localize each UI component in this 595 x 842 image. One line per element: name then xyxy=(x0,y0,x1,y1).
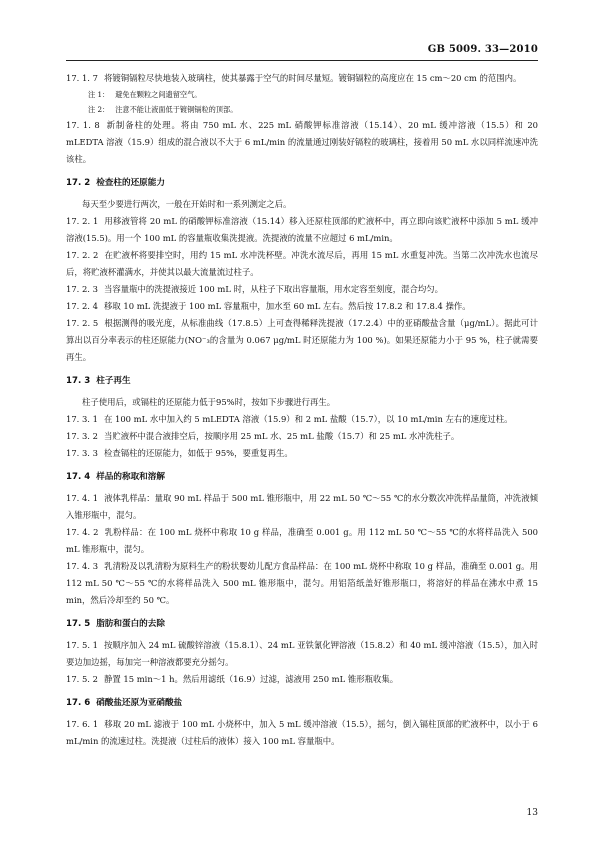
section-title: 脂肪和蛋白的去除 xyxy=(96,619,165,629)
clause-text: 按顺序加入 24 mL 硫酸锌溶液（15.8.1）、24 mL 亚铁氰化钾溶液（15.8.2）和 40 mL 缓冲溶液（15.5），加入时要边加边摇，每加完一种溶液都要充分摇匀。 xyxy=(66,640,538,667)
clause-text: 根据测得的吸光度，从标准曲线（17.8.5）上可查得稀释洗提液（17.2.4）中的亚硝酸盐含量（μg/mL）。据此可计算出以百分率表示的柱还原能力(NO⁻₃的含量为 0.067 μg/mL 时还原能力为 100 %)。如果还原能力小于 95 %，柱子就需要再生。 xyxy=(66,318,538,362)
clause-paragraph xyxy=(66,411,538,428)
clause-text: 每天至少要进行两次，一般在开始时和一系列测定之后。 xyxy=(82,199,292,209)
clause-paragraph xyxy=(66,394,538,411)
clause-number: 17. 6. 1 xyxy=(66,719,99,729)
clause-number: 17. 2. 3 xyxy=(66,284,98,294)
clause-number: 17. 2. 5 xyxy=(66,318,99,328)
clause-paragraph xyxy=(66,428,538,445)
clause-number: 17. 1. 8 xyxy=(66,120,100,130)
clause-number: 17. 2. 4 xyxy=(66,301,98,311)
clause-number: 17. 2. 1 xyxy=(66,216,99,226)
clause-text: 新制备柱的处理。将由 750 mL 水、225 mL 硝酸钾标准溶液（15.14）、20 mL 缓冲溶液（15.5）和 20 mLEDTA 溶液（15.9）组成的混合液以不大于 6 mL/min 的流量通过刚装好镉粒的玻璃柱，接着用 50 mL 水以同样流速冲洗该柱。 xyxy=(66,120,538,164)
clause-paragraph xyxy=(66,70,538,87)
clause-text: 当容量瓶中的洗提液接近 100 mL 时，从柱子下取出容量瓶，用水定容至刻度，混合均匀。 xyxy=(103,284,443,294)
clause-text: 静置 15 min～1 h。然后用滤纸（16.9）过滤，滤液用 250 mL 锥形瓶收集。 xyxy=(103,674,399,684)
clause-paragraph xyxy=(66,247,538,281)
section-title: 检查柱的还原能力 xyxy=(96,178,165,188)
note-label: 注 2： xyxy=(88,105,110,114)
page-number: 13 xyxy=(526,808,538,818)
clause-paragraph xyxy=(66,716,538,750)
clause-paragraph xyxy=(66,196,538,213)
note xyxy=(66,87,538,102)
clause-paragraph xyxy=(66,315,538,366)
clause-text: 检查镉柱的还原能力，如低于 95%，要重复再生。 xyxy=(103,448,293,458)
clause-number: 17. 1. 7 xyxy=(66,73,98,83)
section-heading xyxy=(66,616,538,633)
section-number: 17. 3 xyxy=(66,376,91,386)
clause-text: 在 100 mL 水中加入约 5 mLEDTA 溶液（15.9）和 2 mL 盐酸（15.7），以 10 mL/min 左右的速度过柱。 xyxy=(103,414,513,424)
clause-paragraph xyxy=(66,637,538,671)
clause-text: 柱子使用后，或镉柱的还原能力低于95%时，按如下步骤进行再生。 xyxy=(82,397,336,407)
document-body xyxy=(66,70,538,750)
note-text: 避免在颗粒之间遗留空气。 xyxy=(115,90,202,99)
clause-number: 17. 2. 2 xyxy=(66,250,99,260)
clause-number: 17. 5. 1 xyxy=(66,640,98,650)
clause-number: 17. 4. 2 xyxy=(66,527,99,537)
header-divider xyxy=(66,60,538,61)
note-text: 注意不能让液面低于镀铜镉粒的顶部。 xyxy=(115,105,238,114)
section-title: 硝酸盐还原为亚硝酸盐 xyxy=(96,698,183,708)
note-label: 注 1： xyxy=(88,90,110,99)
clause-text: 移取 10 mL 洗提液于 100 mL 容量瓶中，加水至 60 mL 左右。然后按 17.8.2 和 17.8.4 操作。 xyxy=(103,301,471,311)
clause-number: 17. 4. 1 xyxy=(66,493,99,503)
section-heading xyxy=(66,695,538,712)
clause-text: 在贮液杯将要排空时，用约 15 mL 水冲洗杯壁。冲洗水流尽后，再用 15 mL 水重复冲洗。当第二次冲洗水也流尽后，将贮液杯灌满水，并使其以最大流量流过柱子。 xyxy=(66,250,538,277)
note xyxy=(66,102,538,117)
clause-paragraph xyxy=(66,490,538,524)
clause-paragraph xyxy=(66,445,538,462)
clause-text: 当贮液杯中混合液排空后，按顺序用 25 mL 水、25 mL 盐酸（15.7）和 25 mL 水冲洗柱子。 xyxy=(103,431,460,441)
clause-text: 用移液管将 20 mL 的硝酸钾标准溶液（15.14）移入还原柱顶部的贮液杯中，再立即向该贮液杯中添加 5 mL 缓冲溶液(15.5)。用一个 100 mL 的容量瓶收集洗提液。洗提液的流量不应超过 6 mL/min。 xyxy=(66,216,539,243)
section-number: 17. 2 xyxy=(66,178,91,188)
clause-text: 乳粉样品：在 100 mL 烧杯中称取 10 g 样品，准确至 0.001 g。用 112 mL 50 ℃～55 ℃的水将样品洗入 500 mL 锥形瓶中，混匀。 xyxy=(66,527,538,554)
section-number: 17. 4 xyxy=(66,472,91,482)
section-heading xyxy=(66,469,538,486)
clause-paragraph xyxy=(66,298,538,315)
section-number: 17. 6 xyxy=(66,698,91,708)
standard-header: GB 5009. 33—2010 xyxy=(427,44,538,55)
clause-paragraph xyxy=(66,213,538,247)
clause-paragraph xyxy=(66,671,538,688)
clause-number: 17. 3. 1 xyxy=(66,414,98,424)
clause-text: 乳清粉及以乳清粉为原料生产的粉状婴幼儿配方食品样品：在 100 mL 烧杯中称取 10 g 样品，准确至 0.001 g。用 112 mL 50 ℃～55 ℃的水将样品洗入 500 mL 锥形瓶中，混匀。用铝箔纸盖好锥形瓶口，将溶好的样品在沸水中煮 15 min，然后冷却至约 50 ℃。 xyxy=(66,561,538,605)
section-heading xyxy=(66,175,538,192)
section-title: 样品的称取和溶解 xyxy=(96,472,165,482)
clause-text: 移取 20 mL 滤液于 100 mL 小烧杯中，加入 5 mL 缓冲溶液（15.5），摇匀，倒入镉柱顶部的贮液杯中，以小于 6 mL/min 的流速过柱。洗提液（过柱后的液体）接入 100 mL 容量瓶中。 xyxy=(66,719,538,746)
section-heading xyxy=(66,373,538,390)
section-number: 17. 5 xyxy=(66,619,91,629)
clause-number: 17. 3. 2 xyxy=(66,431,98,441)
section-title: 柱子再生 xyxy=(96,376,131,386)
clause-number: 17. 4. 3 xyxy=(66,561,99,571)
clause-number: 17. 5. 2 xyxy=(66,674,98,684)
clause-paragraph xyxy=(66,558,538,609)
clause-text: 将镀铜镉粒尽快地装入玻璃柱，使其暴露于空气的时间尽量短。镀铜镉粒的高度应在 15 cm～20 cm 的范围内。 xyxy=(103,73,522,83)
clause-paragraph xyxy=(66,117,538,168)
clause-text: 液体乳样品：量取 90 mL 样品于 500 mL 锥形瓶中，用 22 mL 50 ℃～55 ℃的水分数次冲洗样品量筒，冲洗液倾入锥形瓶中，混匀。 xyxy=(66,493,539,520)
clause-paragraph xyxy=(66,524,538,558)
clause-paragraph xyxy=(66,281,538,298)
clause-number: 17. 3. 3 xyxy=(66,448,98,458)
